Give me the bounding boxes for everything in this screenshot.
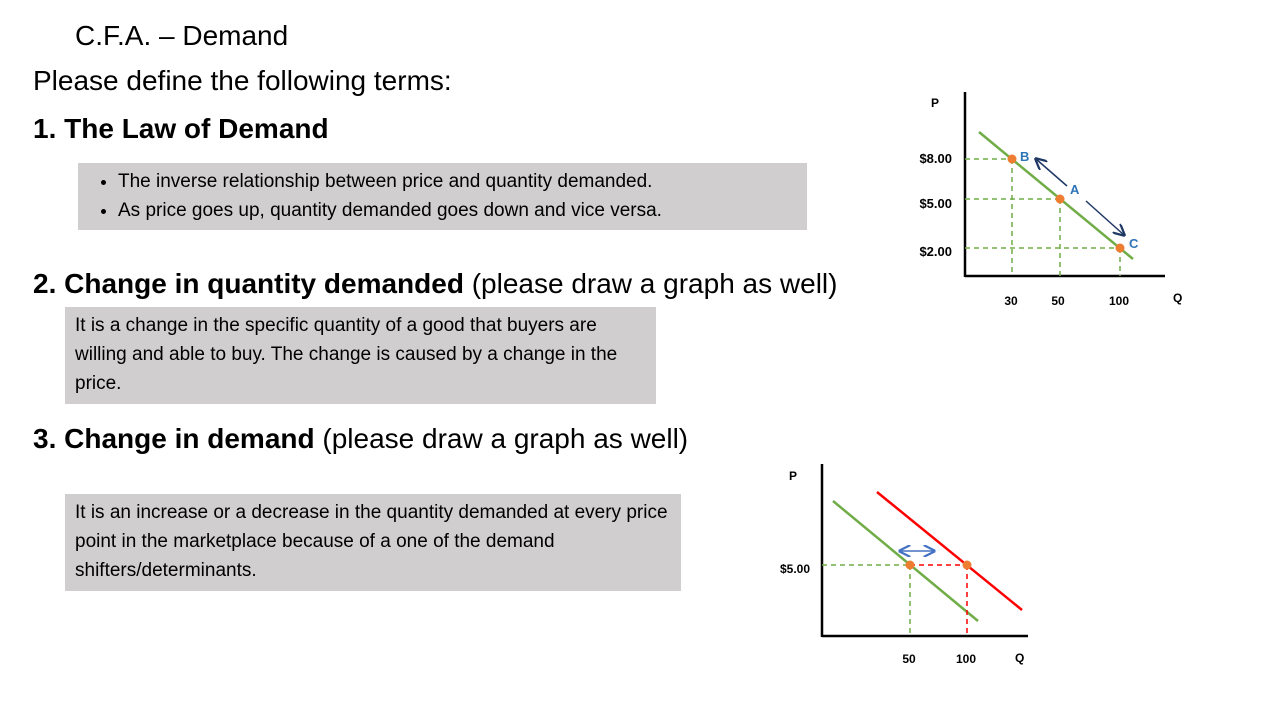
answer-box-3: It is an increase or a decrease in the quantity demanded at every price point in the marketplace because of a one of the demand shifters/determinants. xyxy=(65,494,681,591)
point-shifted xyxy=(963,561,972,570)
guide-lines xyxy=(822,565,967,636)
point-c xyxy=(1116,244,1125,253)
bullet-list xyxy=(78,163,807,225)
change-in-demand-graph xyxy=(760,460,1050,675)
point-original xyxy=(906,561,915,570)
heading-2-bold: 2. Change in quantity demanded xyxy=(33,268,464,299)
y-axis-label: P xyxy=(931,96,940,110)
y-tick-label: $2.00 xyxy=(919,244,952,259)
y-tick-label: $8.00 xyxy=(919,151,952,166)
x-axis-label: Q xyxy=(1015,651,1025,665)
y-tick-label: $5.00 xyxy=(919,196,952,211)
quantity-demanded-graph xyxy=(880,85,1200,320)
point-label-c: C xyxy=(1129,236,1139,251)
answer-box-2: It is a change in the specific quantity of a good that buyers are willing and able to buy. The change is caused by a change in the price. xyxy=(65,307,656,404)
x-tick-label: 100 xyxy=(955,652,977,666)
guide-lines xyxy=(965,159,1120,276)
y-axis-label: P xyxy=(789,469,798,483)
prompt-text: Please define the following terms: xyxy=(33,65,452,96)
y-tick-label: $5.00 xyxy=(779,562,810,576)
demand-curve xyxy=(979,132,1133,259)
x-tick-label: 50 xyxy=(1051,294,1065,308)
heading-3-bold: 3. Change in demand xyxy=(33,423,315,454)
x-tick-label: 30 xyxy=(1004,294,1018,308)
point-label-a: A xyxy=(1070,182,1080,197)
x-tick-label: 50 xyxy=(902,652,916,666)
point-a xyxy=(1056,195,1065,204)
slide-label: C.F.A. – Demand xyxy=(75,20,289,51)
heading-3-rest: (please draw a graph as well) xyxy=(314,423,689,454)
bullet-item: • As price goes up, quantity demanded goes down and vice versa. xyxy=(118,196,807,225)
section-heading-2 xyxy=(33,266,837,302)
x-axis-label: Q xyxy=(1173,291,1183,305)
section-heading-1 xyxy=(33,111,329,147)
point-b xyxy=(1008,155,1017,164)
heading-2-rest: (please draw a graph as well) xyxy=(463,268,838,299)
heading-1-bold: 1. The Law of Demand xyxy=(33,113,329,144)
section-heading-3 xyxy=(33,421,688,457)
bullet-item: • The inverse relationship between price and quantity demanded. xyxy=(118,167,807,196)
answer-box-1 xyxy=(78,163,807,230)
demand-curve-original xyxy=(833,501,978,621)
demand-curve-shifted xyxy=(877,492,1022,610)
point-label-b: B xyxy=(1020,149,1030,164)
x-tick-label: 100 xyxy=(1108,294,1130,308)
arrow-a-to-c xyxy=(1086,201,1124,235)
